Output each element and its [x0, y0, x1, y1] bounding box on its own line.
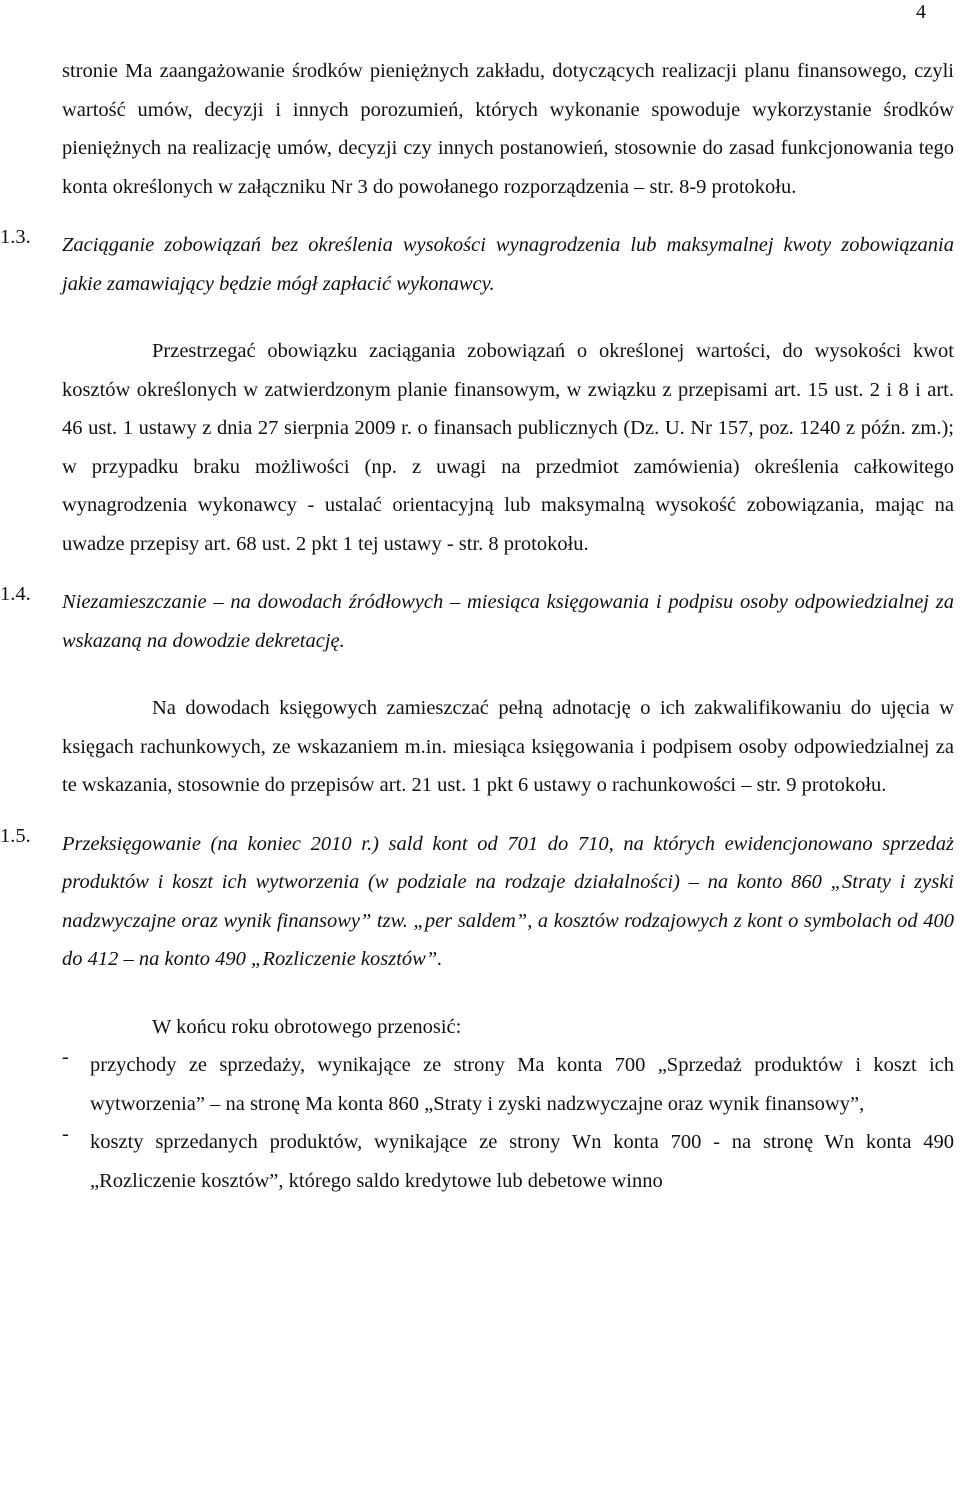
section-title: Niezamieszczanie – na dowodach źródłowych – miesiąca księgowania i podpisu osoby odpowiedzialnej za wskazaną na dowodzie dekretację.: [62, 591, 954, 652]
section-number: 1.4.: [0, 583, 31, 605]
section-number: 1.3.: [0, 226, 31, 248]
section-body: W końcu roku obrotowego przenosić:: [152, 1015, 462, 1038]
section-1-5: [0, 824, 954, 1201]
intro-paragraph: stronie Ma zaangażowanie środków pieniężnych zakładu, dotyczących realizacji planu finansowego, czyli wartość umów, decyzji i innych porozumień, których wykonanie spowoduje wykorzystanie środków pieniężnych na realizację umów, decyzji czy innych postanowień, stosownie do zasad funkcjonowania tego konta określonych w załączniku Nr 3 do powołanego rozporządzenia – str. 8-9 protokołu.: [62, 60, 954, 198]
section-title: Zaciąganie zobowiązań bez określenia wysokości wynagrodzenia lub maksymalnej kwoty zobowiązania jakie zamawiający będzie mógł zapłacić wykonawcy.: [62, 234, 954, 295]
section-title: Przeksięgowanie (na koniec 2010 r.) sald kont od 701 do 710, na których ewidencjonowano sprzedaż produktów i koszt ich wytworzenia (w podziale na rodzaje działalności) – na konto 860 „Straty i zyski nadzwyczajne oraz wynik finansowy” tzw. „per saldem”, a kosztów rodzajowych z kont o symbolach od 400 do 412 – na konto 490 „Rozliczenie kosztów”.: [62, 832, 954, 970]
list-dash: -: [62, 1123, 69, 1145]
section-body: Przestrzegać obowiązku zaciągania zobowiązań o określonej wartości, do wysokości kwot kosztów określonych w zatwierdzonym planie finansowym, w związku z przepisami art. 15 ust. 2 i 8 i art. 46 ust. 1 ustawy z dnia 27 sierpnia 2009 r. o finansach publicznych (Dz. U. Nr 157, poz. 1240 z późn. zm.); w przypadku braku możliwości (np. z uwagi na przedmiot zamówienia) określenia całkowitego wynagrodzenia wykonawcy - ustalać orientacyjną lub maksymalną wysokość zobowiązania, mając na uwadze przepisy art. 68 ust. 2 pkt 1 tej ustawy - str. 8 protokołu.: [62, 340, 954, 555]
list-item: [62, 1046, 954, 1123]
list-item: [62, 1123, 954, 1200]
list-item-text: koszty sprzedanych produktów, wynikające ze strony Wn konta 700 - na stronę Wn konta 490 „Rozliczenie kosztów”, którego saldo kredytowe lub debetowe winno: [90, 1131, 954, 1192]
section-1-3: [0, 226, 954, 563]
section-body: Na dowodach księgowych zamieszczać pełną adnotację o ich zakwalifikowaniu do ujęcia w księgach rachunkowych, ze wskazaniem m.in. miesiąca księgowania i podpisem osoby odpowiedzialnej za te wskazania, stosownie do przepisów art. 21 ust. 1 pkt 6 ustawy o rachunkowości – str. 9 protokołu.: [62, 697, 954, 796]
list-dash: -: [62, 1046, 69, 1068]
section-number: 1.5.: [0, 824, 31, 847]
section-1-4: [0, 583, 954, 805]
list-item-text: przychody ze sprzedaży, wynikające ze strony Ma konta 700 „Sprzedaż produktów i koszt ich wytworzenia” – na stronę Ma konta 860 „Straty i zyski nadzwyczajne oraz wynik finansowy”,: [90, 1054, 954, 1115]
document-body: [0, 52, 954, 1200]
transfer-list: [62, 1046, 954, 1200]
page-number: 4: [916, 1, 926, 23]
